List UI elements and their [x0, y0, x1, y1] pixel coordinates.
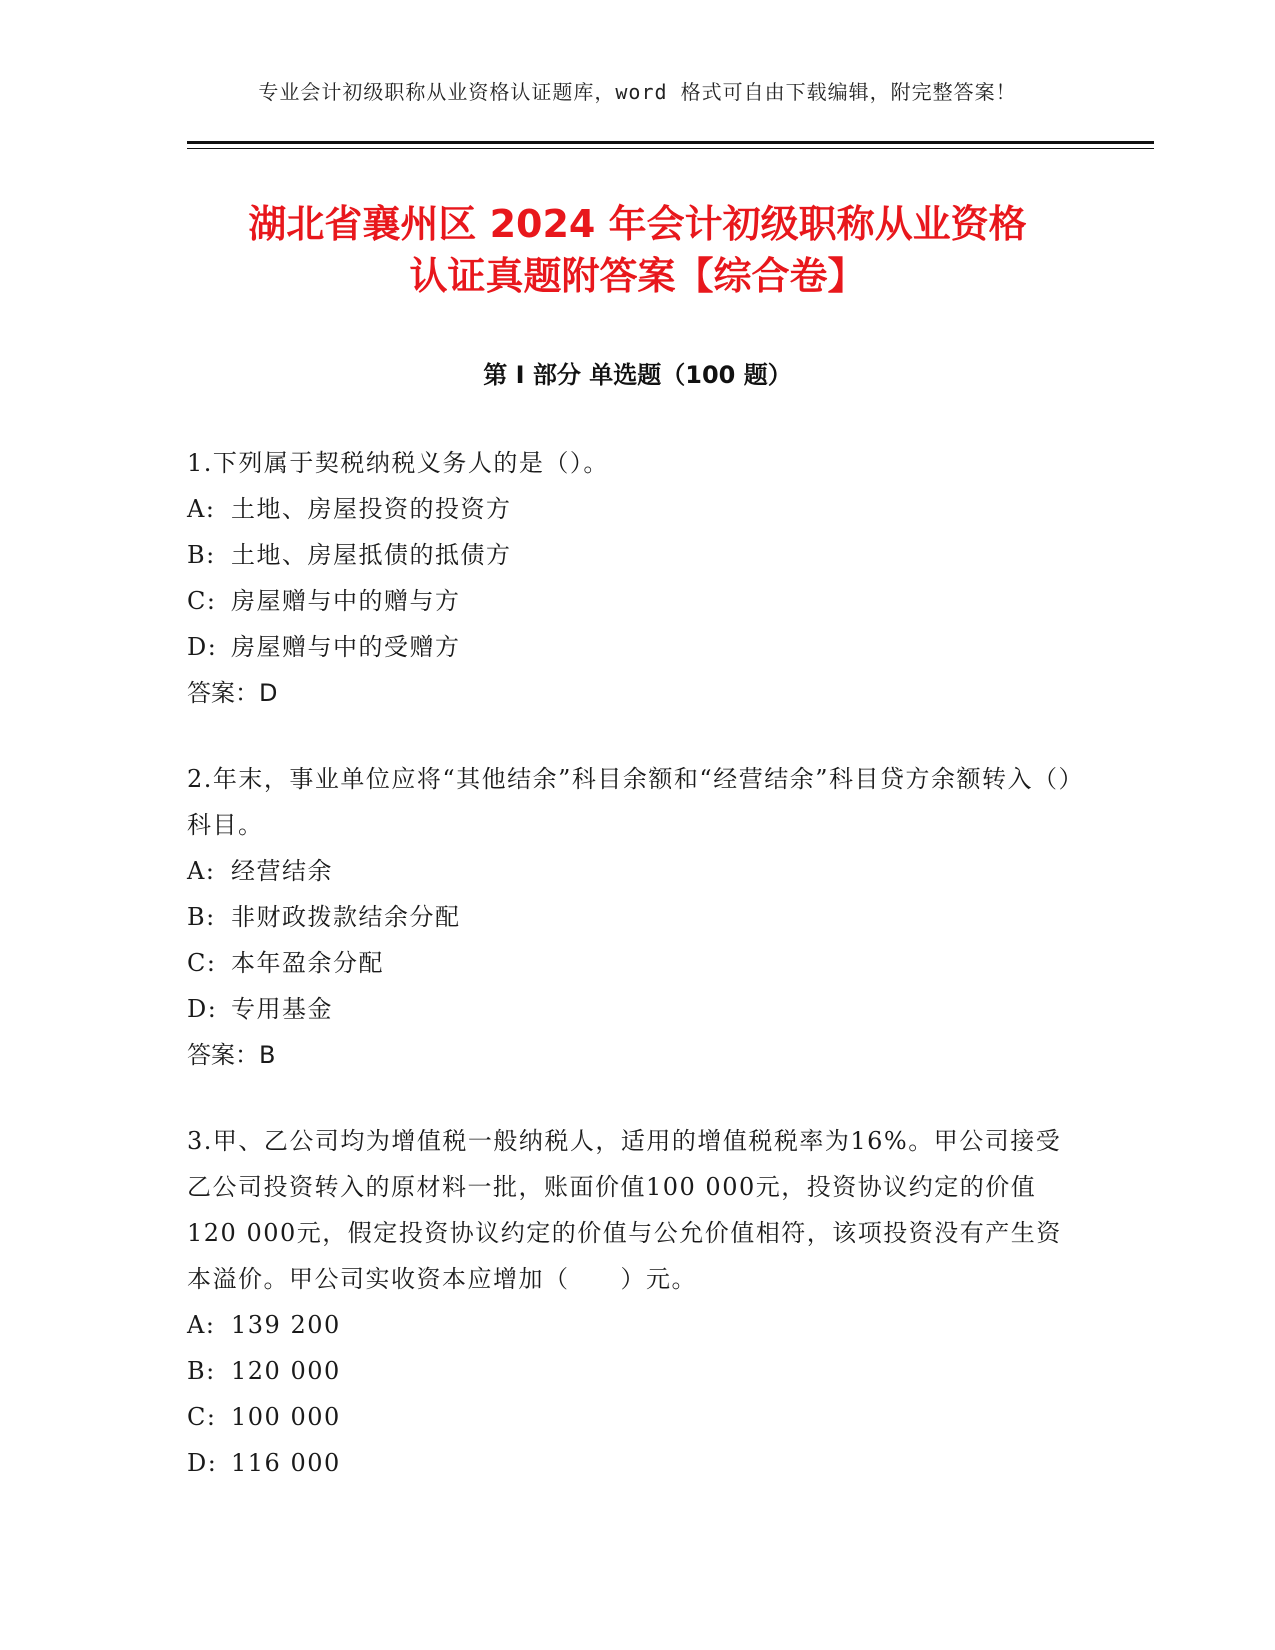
option-text: 139 200 [231, 1311, 341, 1339]
header-divider-thin [187, 148, 1154, 149]
option-text: 经营结余 [231, 857, 333, 885]
option-text: 土地、房屋抵债的抵债方 [231, 541, 512, 569]
option-letter: D: [187, 1449, 218, 1477]
document-title-line1: 湖北省襄州区 2024 年会计初级职称从业资格 [248, 202, 1027, 246]
answer: 答案：D [187, 679, 278, 707]
option-letter: B: [187, 1357, 216, 1385]
option-b [187, 1348, 1082, 1394]
option-letter: B: [187, 541, 216, 569]
question-stem: 3.甲、乙公司均为增值税一般纳税人，适用的增值税税率为16%。甲公司接受乙公司投资转入的原材料一批，账面价值100 000元，投资协议约定的价值120 000元，假定投资协议约定的价值与公允价值相符，该项投资没有产生资本溢价。甲公司实收资本应增加（ ）元。 [187, 1127, 1062, 1293]
option-letter: A: [187, 495, 216, 523]
option-text: 房屋赠与中的受赠方 [231, 633, 461, 661]
option-text: 专用基金 [231, 995, 333, 1023]
header-divider-thick [187, 141, 1154, 144]
question-2 [187, 756, 1082, 1078]
option-a [187, 848, 1082, 894]
option-letter: A: [187, 1311, 216, 1339]
question-1 [187, 440, 1082, 716]
document-title-line2: 认证真题附答案【综合卷】 [409, 254, 866, 298]
option-text: 房屋赠与中的赠与方 [231, 587, 461, 615]
question-3 [187, 1118, 1082, 1486]
answer: 答案：B [187, 1041, 276, 1069]
option-d [187, 1440, 1082, 1486]
option-d [187, 624, 1082, 670]
option-text: 非财政拨款结余分配 [231, 903, 461, 931]
option-b [187, 894, 1082, 940]
option-text: 土地、房屋投资的投资方 [231, 495, 512, 523]
question-list [187, 440, 1082, 1526]
option-letter: C: [187, 587, 217, 615]
option-d [187, 986, 1082, 1032]
header-note: 专业会计初级职称从业资格认证题库，word 格式可自由下载编辑，附完整答案！ [258, 80, 1017, 104]
option-b [187, 532, 1082, 578]
option-a [187, 1302, 1082, 1348]
option-text: 100 000 [231, 1403, 341, 1431]
section-heading: 第 I 部分 单选题（100 题） [483, 361, 792, 389]
option-c [187, 1394, 1082, 1440]
option-text: 116 000 [231, 1449, 341, 1477]
option-c [187, 578, 1082, 624]
document-title [170, 198, 1105, 302]
option-letter: A: [187, 857, 216, 885]
option-text: 120 000 [231, 1357, 341, 1385]
question-stem: 2.年末，事业单位应将“其他结余”科目余额和“经营结余”科目贷方余额转入（）科目。 [187, 765, 1072, 839]
option-a [187, 486, 1082, 532]
option-letter: D: [187, 995, 218, 1023]
option-letter: C: [187, 949, 217, 977]
option-letter: C: [187, 1403, 217, 1431]
option-letter: B: [187, 903, 216, 931]
option-text: 本年盈余分配 [231, 949, 384, 977]
option-c [187, 940, 1082, 986]
question-stem: 1.下列属于契税纳税义务人的是（）。 [187, 449, 609, 477]
option-letter: D: [187, 633, 218, 661]
